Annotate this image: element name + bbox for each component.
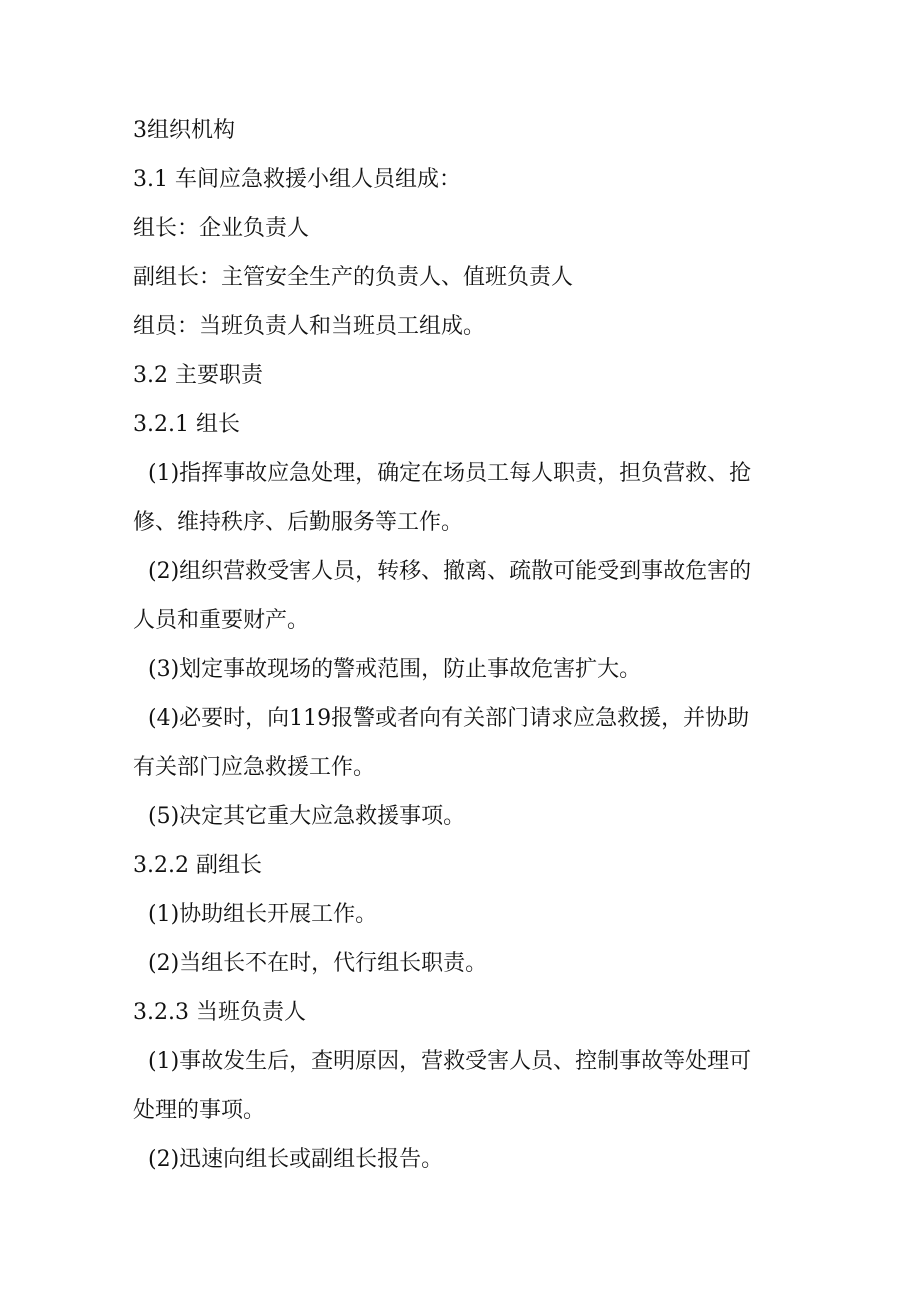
list-item: (3)划定事故现场的警戒范围，防止事故危害扩大。 xyxy=(148,657,642,682)
text-line: 组长：企业负责人 xyxy=(133,216,310,241)
section-heading: 3组织机构 xyxy=(133,118,235,143)
subsection-heading: 3.2 主要职责 xyxy=(133,363,263,388)
list-item-continuation: 修、维持秩序、后勤服务等工作。 xyxy=(133,510,464,535)
list-item: (2)组织营救受害人员，转移、撤离、疏散可能受到事故危害的 xyxy=(148,559,752,584)
list-item: (1)协助组长开展工作。 xyxy=(148,902,378,927)
list-item: (1)指挥事故应急处理，确定在场员工每人职责，担负营救、抢 xyxy=(148,461,752,486)
list-item: (4)必要时，向119报警或者向有关部门请求应急救援，并协助 xyxy=(148,706,750,731)
list-item-continuation: 有关部门应急救援工作。 xyxy=(133,755,376,780)
subsection-heading: 3.1 车间应急救援小组人员组成： xyxy=(133,167,461,192)
subsection-heading: 3.2.3 当班负责人 xyxy=(133,1000,306,1025)
text-line: 组员：当班负责人和当班员工组成。 xyxy=(133,314,486,339)
list-item: (2)迅速向组长或副组长报告。 xyxy=(148,1147,444,1172)
subsection-heading: 3.2.2 副组长 xyxy=(133,853,262,878)
list-item-continuation: 人员和重要财产。 xyxy=(133,608,310,633)
list-item: (1)事故发生后，查明原因，营救受害人员、控制事故等处理可 xyxy=(148,1049,752,1074)
text-line: 副组长：主管安全生产的负责人、值班负责人 xyxy=(133,265,574,290)
list-item: (5)决定其它重大应急救援事项。 xyxy=(148,804,466,829)
list-item-continuation: 处理的事项。 xyxy=(133,1098,266,1123)
list-item: (2)当组长不在时，代行组长职责。 xyxy=(148,951,488,976)
subsection-heading: 3.2.1 组长 xyxy=(133,412,240,437)
